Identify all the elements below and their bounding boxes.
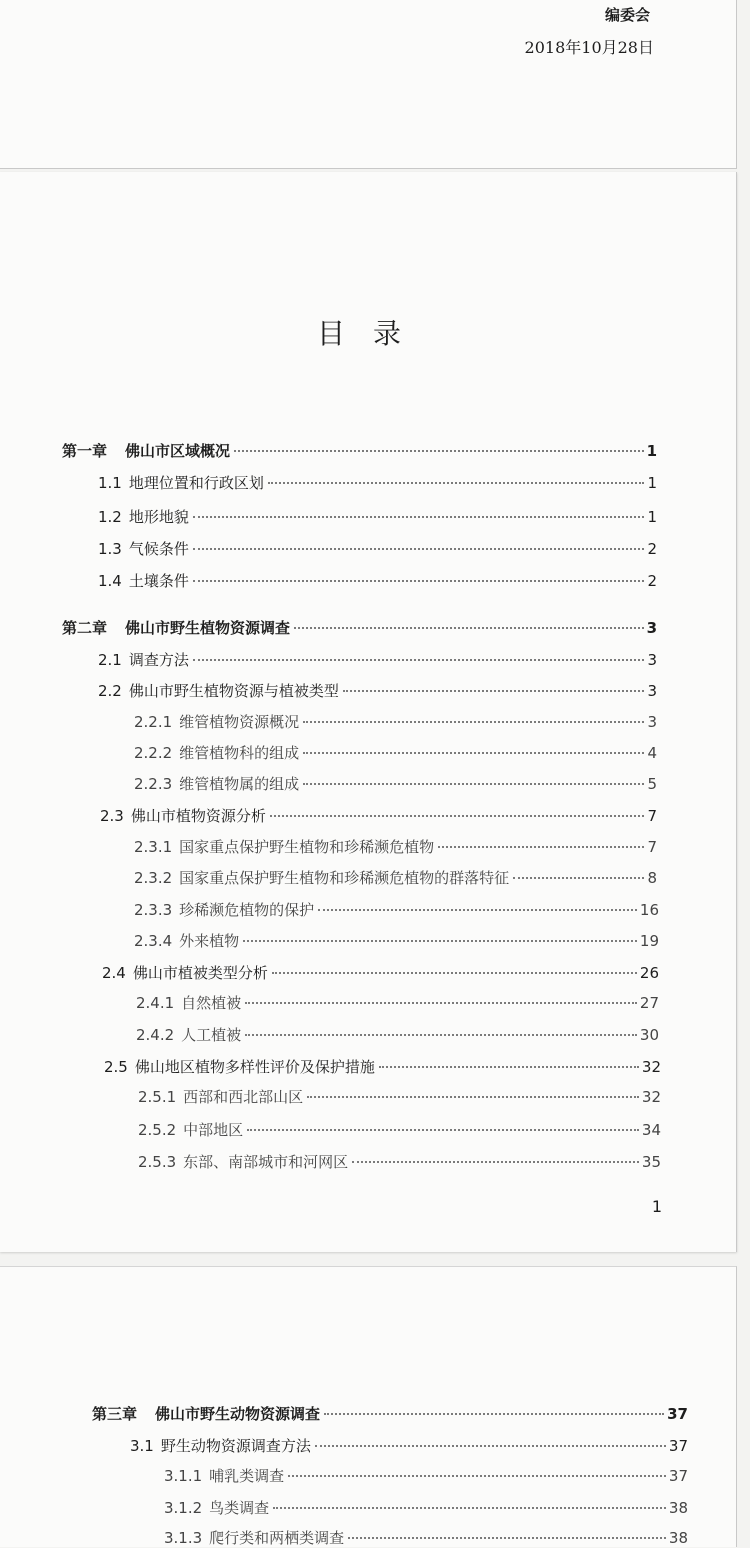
toc-label: 佛山市野生动物资源调查 — [155, 1405, 321, 1423]
toc-label: 佛山市植物资源分析 — [130, 807, 266, 825]
toc-label: 地形地貌 — [128, 508, 189, 526]
signoff-organization: 编委会 — [604, 6, 650, 24]
dot-leader — [307, 1096, 639, 1098]
dot-leader — [438, 846, 644, 848]
toc-number: 2.2 — [98, 682, 122, 700]
toc-page-number: 34 — [641, 1121, 661, 1139]
dot-leader — [303, 721, 644, 723]
toc-label: 外来植物 — [179, 932, 240, 950]
toc-page-number: 3 — [647, 713, 657, 731]
toc-label: 中部地区 — [183, 1121, 244, 1139]
dot-leader — [270, 815, 645, 817]
toc-page-number: 19 — [639, 932, 659, 950]
toc-entry-2-4-1[interactable] — [136, 992, 659, 1013]
dot-leader — [273, 1507, 666, 1509]
toc-label: 维管植物科的组成 — [179, 744, 300, 762]
toc-page-number: 1 — [647, 508, 657, 526]
toc-label: 哺乳类调查 — [209, 1467, 285, 1485]
toc-page-number: 27 — [639, 994, 659, 1012]
toc-number: 2.2.3 — [134, 775, 173, 793]
toc-page-number: 38 — [668, 1529, 688, 1547]
toc-label: 爬行类和两栖类调查 — [209, 1529, 345, 1547]
dot-leader — [318, 909, 637, 911]
toc-entry-2-2-3[interactable] — [134, 773, 657, 794]
toc-page-number: 1 — [647, 474, 657, 492]
toc-page-number: 2 — [647, 540, 657, 558]
toc-chapter-2[interactable] — [62, 617, 657, 638]
dot-leader — [348, 1537, 666, 1539]
dot-leader — [234, 450, 644, 452]
toc-entry-3-1-1[interactable] — [164, 1465, 688, 1486]
dot-leader — [193, 659, 645, 661]
toc-page-number: 7 — [647, 807, 657, 825]
toc-page-number: 38 — [668, 1499, 688, 1517]
toc-page-number: 35 — [641, 1153, 661, 1171]
dot-leader — [245, 1034, 637, 1036]
toc-number: 1.2 — [98, 508, 122, 526]
toc-page-number: 37 — [668, 1437, 688, 1455]
toc-number: 2.3.4 — [134, 932, 173, 950]
toc-label: 维管植物属的组成 — [179, 775, 300, 793]
toc-number: 2.3 — [100, 807, 124, 825]
toc-label: 野生动物资源调查方法 — [160, 1437, 311, 1455]
dot-leader — [343, 690, 645, 692]
toc-label: 维管植物资源概况 — [179, 713, 300, 731]
toc-number: 2.5.3 — [138, 1153, 177, 1171]
toc-entry-2-3-2[interactable] — [134, 867, 657, 888]
toc-number: 2.4.2 — [136, 1026, 175, 1044]
toc-number: 1.1 — [98, 474, 122, 492]
page-number: 1 — [651, 1197, 662, 1216]
toc-number: 2.5.2 — [138, 1121, 177, 1139]
toc-label: 西部和西北部山区 — [183, 1088, 304, 1106]
dot-leader — [379, 1066, 639, 1068]
toc-label: 珍稀濒危植物的保护 — [179, 901, 315, 919]
toc-number: 第三章 — [92, 1405, 138, 1423]
toc-number: 2.5.1 — [138, 1088, 177, 1106]
toc-page-number: 4 — [647, 744, 657, 762]
toc-entry-2-5-1[interactable] — [138, 1086, 661, 1107]
dot-leader — [193, 516, 645, 518]
toc-entry-2-3-3[interactable] — [134, 899, 659, 920]
dot-leader — [294, 627, 644, 629]
toc-number: 2.5 — [104, 1058, 128, 1076]
toc-label: 鸟类调查 — [209, 1499, 270, 1517]
dot-leader — [193, 580, 645, 582]
toc-page-number: 26 — [639, 964, 659, 982]
toc-entry-1-3[interactable] — [98, 538, 657, 559]
toc-entry-2-2[interactable] — [98, 680, 657, 701]
toc-entry-2-3[interactable] — [100, 805, 657, 826]
toc-page-number: 8 — [647, 869, 657, 887]
toc-entry-3-1-2[interactable] — [164, 1497, 688, 1518]
toc-chapter-1[interactable] — [62, 440, 657, 461]
toc-number: 2.4.1 — [136, 994, 175, 1012]
toc-entry-2-5-3[interactable] — [138, 1151, 661, 1172]
dot-leader — [243, 940, 637, 942]
toc-chapter-3[interactable] — [92, 1403, 688, 1424]
toc-number: 3.1 — [130, 1437, 154, 1455]
toc-page-number: 37 — [668, 1467, 688, 1485]
toc-number: 第二章 — [62, 619, 108, 637]
toc-page-number: 30 — [639, 1026, 659, 1044]
toc-entry-3-1[interactable] — [130, 1435, 688, 1456]
dot-leader — [513, 877, 644, 879]
toc-label: 佛山地区植物多样性评价及保护措施 — [134, 1058, 375, 1076]
toc-label: 佛山市野生植物资源调查 — [125, 619, 291, 637]
toc-number: 第一章 — [62, 442, 108, 460]
toc-number: 3.1.3 — [164, 1529, 203, 1547]
toc-label: 东部、南部城市和河网区 — [183, 1153, 349, 1171]
toc-number: 3.1.1 — [164, 1467, 203, 1485]
toc-label: 国家重点保护野生植物和珍稀濒危植物的群落特征 — [179, 869, 510, 887]
dot-leader — [272, 972, 637, 974]
toc-label: 地理位置和行政区划 — [128, 474, 264, 492]
toc-page-number: 7 — [647, 838, 657, 856]
dot-leader — [352, 1161, 639, 1163]
signoff-date: 2018年10月28日 — [524, 38, 654, 57]
dot-leader — [247, 1129, 639, 1131]
toc-number: 2.2.1 — [134, 713, 173, 731]
toc-label: 人工植被 — [181, 1026, 242, 1044]
toc-entry-2-1[interactable] — [98, 649, 657, 670]
toc-label: 自然植被 — [181, 994, 242, 1012]
toc-label: 国家重点保护野生植物和珍稀濒危植物 — [179, 838, 435, 856]
toc-page-number: 2 — [647, 572, 657, 590]
dot-leader — [303, 752, 644, 754]
toc-entry-2-3-1[interactable] — [134, 836, 657, 857]
dot-leader — [324, 1413, 664, 1415]
dot-leader — [288, 1475, 666, 1477]
toc-entry-2-5[interactable] — [104, 1056, 661, 1077]
dot-leader — [315, 1445, 666, 1447]
toc-label: 气候条件 — [128, 540, 189, 558]
toc-number: 2.3.2 — [134, 869, 173, 887]
toc-label: 佛山市野生植物资源与植被类型 — [128, 682, 339, 700]
toc-page-number: 3 — [647, 651, 657, 669]
toc-page-number: 3 — [646, 619, 657, 637]
toc-number: 2.4 — [102, 964, 126, 982]
dot-leader — [268, 482, 645, 484]
dot-leader — [303, 783, 644, 785]
toc-entry-1-2[interactable] — [98, 506, 657, 527]
toc-entry-2-4[interactable] — [102, 962, 659, 983]
toc-entry-3-1-3[interactable] — [164, 1527, 688, 1548]
dot-leader — [245, 1002, 637, 1004]
toc-number: 1.3 — [98, 540, 122, 558]
toc-title: 目录 — [316, 317, 429, 350]
toc-page-number: 1 — [646, 442, 657, 460]
toc-number: 2.1 — [98, 651, 122, 669]
toc-entry-1-1[interactable] — [98, 472, 657, 493]
toc-page-number: 3 — [647, 682, 657, 700]
toc-page-number: 37 — [667, 1405, 688, 1423]
toc-entry-2-2-1[interactable] — [134, 711, 657, 732]
toc-page-number: 5 — [647, 775, 657, 793]
toc-label: 调查方法 — [128, 651, 189, 669]
toc-number: 2.3.3 — [134, 901, 173, 919]
toc-number: 2.3.1 — [134, 838, 173, 856]
toc-entry-2-4-2[interactable] — [136, 1024, 659, 1045]
toc-number: 1.4 — [98, 572, 122, 590]
toc-label: 土壤条件 — [128, 572, 189, 590]
toc-entry-1-4[interactable] — [98, 570, 657, 591]
toc-number: 3.1.2 — [164, 1499, 203, 1517]
toc-page-number: 32 — [641, 1058, 661, 1076]
toc-label: 佛山市区域概况 — [125, 442, 231, 460]
toc-page-number: 32 — [641, 1088, 661, 1106]
toc-label: 佛山市植被类型分析 — [132, 964, 268, 982]
previous-page-fragment — [0, 0, 737, 169]
toc-page-number: 16 — [639, 901, 659, 919]
toc-number: 2.2.2 — [134, 744, 173, 762]
toc-entry-2-2-2[interactable] — [134, 742, 657, 763]
toc-entry-2-3-4[interactable] — [134, 930, 659, 951]
dot-leader — [193, 548, 645, 550]
toc-entry-2-5-2[interactable] — [138, 1119, 661, 1140]
